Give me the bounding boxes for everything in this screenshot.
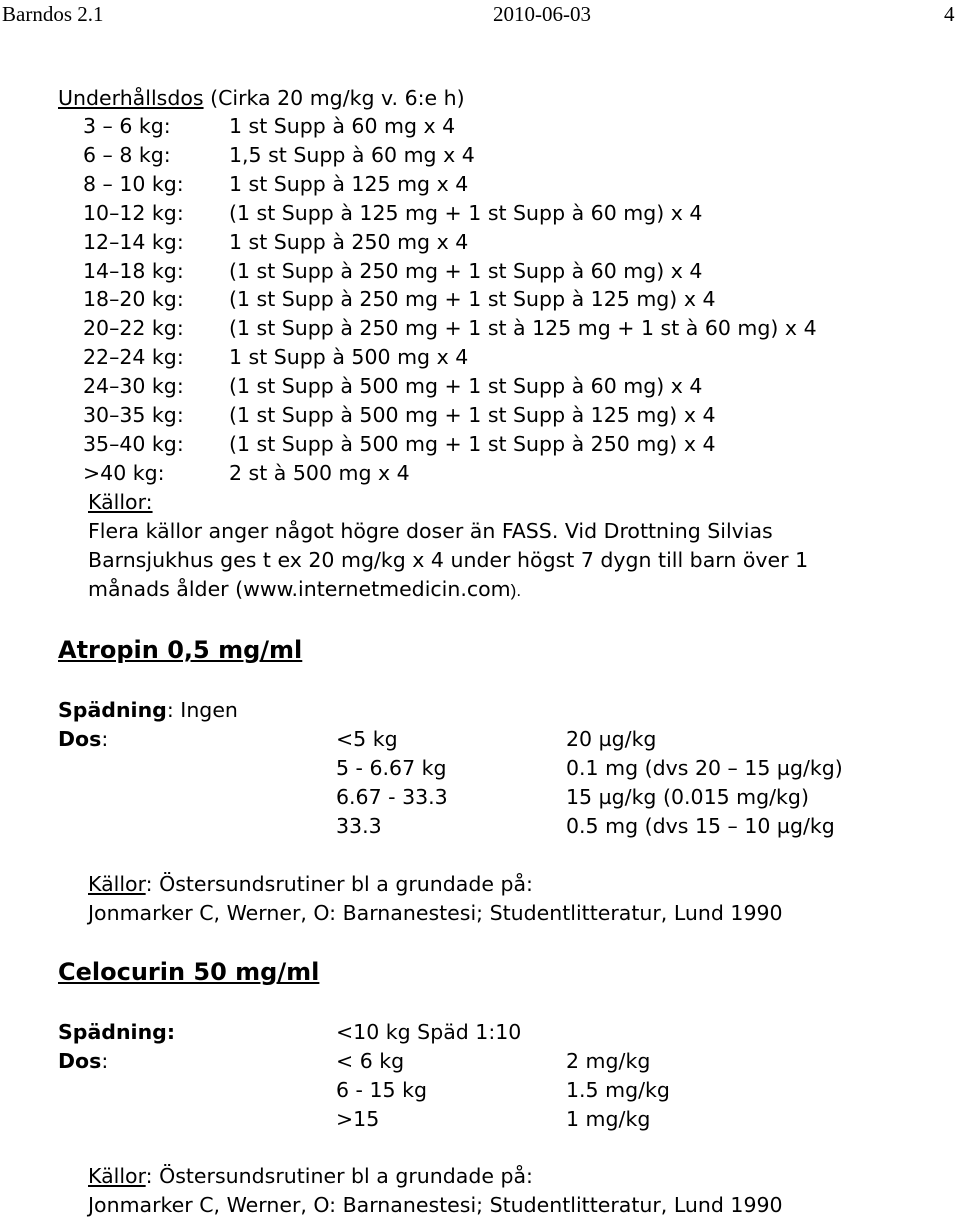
maintenance-sources-end: ).: [510, 581, 522, 600]
atropin-reference: Jonmarker C, Werner, O: Barnanestesi; Studentlitteratur, Lund 1990: [88, 901, 783, 925]
underhall-weight: 30–35 kg:: [83, 403, 184, 427]
atropin-weight: 33.3: [336, 814, 382, 838]
underhall-weight: 24–30 kg:: [83, 374, 184, 399]
celocurin-dose: 2 mg/kg: [566, 1049, 651, 1073]
maintenance-dose-label: Underhållsdos: [58, 86, 204, 110]
celocurin-row: [0, 1078, 960, 1107]
maintenance-sources-line: Flera källor anger något högre doser än FASS. Vid Drottning Silvias: [88, 519, 773, 543]
underhall-weight: 20–22 kg:: [83, 316, 184, 341]
underhall-dose: 1 st Supp à 500 mg x 4: [229, 345, 469, 370]
atropin-weight: 5 - 6.67 kg: [336, 756, 447, 780]
maintenance-sources-line: Barnsjukhus ges t ex 20 mg/kg x 4 under högst 7 dygn till barn över 1: [88, 548, 809, 572]
atropin-dose: 20 µg/kg: [566, 727, 657, 751]
atropin-row: [0, 727, 960, 756]
underhall-row: [0, 259, 960, 288]
underhall-weight: 10–12 kg:: [83, 200, 184, 225]
underhall-row: [0, 432, 960, 461]
underhall-weight: 18–20 kg:: [83, 287, 184, 312]
maintenance-dose-heading: [58, 86, 465, 110]
atropin-dose: 0.5 mg (dvs 15 – 10 µg/kg: [566, 814, 835, 838]
underhall-weight: 14–18 kg:: [83, 258, 184, 283]
celocurin-weight: < 6 kg: [336, 1049, 405, 1073]
atropin-sources-text: : Östersundsrutiner bl a grundade på:: [145, 872, 533, 896]
underhall-weight: 6 – 8 kg:: [83, 142, 171, 167]
atropin-dose-label: Dos:: [58, 727, 109, 751]
underhall-dose: (1 st Supp à 125 mg + 1 st Supp à 60 mg) x 4: [229, 200, 703, 225]
celocurin-sources-text: : Östersundsrutiner bl a grundade på:: [145, 1164, 533, 1188]
atropin-dilution-label: Spädning: [58, 698, 167, 722]
underhall-dose: 2 st à 500 mg x 4: [229, 460, 410, 485]
underhall-row: [0, 172, 960, 201]
atropin-dilution: [58, 698, 238, 722]
atropin-weight: <5 kg: [336, 727, 398, 751]
maintenance-sources-label: Källor:: [88, 490, 153, 514]
underhall-row: [0, 374, 960, 403]
atropin-weight: 6.67 - 33.3: [336, 785, 448, 809]
underhall-weight: 35–40 kg:: [83, 431, 184, 456]
celocurin-sources-label: Källor: [88, 1164, 146, 1188]
underhall-row: [0, 345, 960, 374]
celocurin-weight: >15: [336, 1107, 380, 1131]
celocurin-dose: 1.5 mg/kg: [566, 1078, 670, 1102]
maintenance-sources-line: månads ålder (www.internetmedicin.com).: [88, 577, 522, 601]
underhall-row: [0, 403, 960, 432]
celocurin-sources: [88, 1164, 533, 1188]
underhall-row: [0, 230, 960, 259]
underhall-dose: 1 st Supp à 125 mg x 4: [229, 171, 469, 196]
atropin-sources: [88, 872, 533, 896]
underhall-weight: 8 – 10 kg:: [83, 171, 184, 196]
underhall-weight: 12–14 kg:: [83, 229, 184, 254]
atropin-row: [0, 814, 960, 843]
atropin-sources-label: Källor: [88, 872, 146, 896]
underhall-dose: (1 st Supp à 500 mg + 1 st Supp à 125 mg) x 4: [229, 403, 716, 427]
celocurin-dilution-value: <10 kg Späd 1:10: [336, 1020, 522, 1044]
underhall-row: [0, 461, 960, 490]
underhall-weight: >40 kg:: [83, 460, 165, 485]
underhall-dose: 1 st Supp à 250 mg x 4: [229, 229, 469, 254]
underhall-row: [0, 287, 960, 316]
atropin-row: [0, 756, 960, 785]
underhall-row: [0, 114, 960, 143]
celocurin-dilution-label: Spädning:: [58, 1020, 176, 1044]
underhall-weight: 22–24 kg:: [83, 345, 184, 370]
underhall-dose: 1 st Supp à 60 mg x 4: [229, 114, 456, 138]
underhall-row: [0, 201, 960, 230]
celocurin-reference: Jonmarker C, Werner, O: Barnanestesi; Studentlitteratur, Lund 1990: [88, 1193, 783, 1217]
underhall-weight: 3 – 6 kg:: [83, 114, 171, 138]
underhall-dose: (1 st Supp à 250 mg + 1 st à 125 mg + 1 st à 60 mg) x 4: [229, 316, 817, 341]
underhall-dose: 1,5 st Supp à 60 mg x 4: [229, 142, 475, 167]
celocurin-heading: Celocurin 50 mg/ml: [58, 958, 320, 986]
header-title: Barndos 2.1: [2, 2, 104, 26]
atropin-dose: 0.1 mg (dvs 20 – 15 µg/kg): [566, 756, 843, 780]
atropin-dilution-value: : Ingen: [166, 698, 238, 722]
underhall-dose: (1 st Supp à 500 mg + 1 st Supp à 250 mg) x 4: [229, 431, 716, 456]
underhall-row: [0, 316, 960, 345]
celocurin-row: [0, 1049, 960, 1078]
celocurin-dose: 1 mg/kg: [566, 1107, 651, 1131]
underhall-dose: (1 st Supp à 250 mg + 1 st Supp à 125 mg) x 4: [229, 287, 716, 312]
maintenance-dose-note: (Cirka 20 mg/kg v. 6:e h): [203, 86, 465, 110]
header-date: 2010-06-03: [493, 2, 591, 26]
underhall-dose: (1 st Supp à 500 mg + 1 st Supp à 60 mg) x 4: [229, 374, 703, 399]
header-page-number: 4: [944, 2, 955, 26]
celocurin-dose-label: Dos:: [58, 1049, 109, 1073]
atropin-row: [0, 785, 960, 814]
celocurin-weight: 6 - 15 kg: [336, 1078, 427, 1102]
celocurin-row: [0, 1107, 960, 1136]
atropin-heading: Atropin 0,5 mg/ml: [58, 636, 303, 664]
atropin-dose: 15 µg/kg (0.015 mg/kg): [566, 785, 809, 809]
underhall-dose: (1 st Supp à 250 mg + 1 st Supp à 60 mg) x 4: [229, 258, 703, 283]
underhall-row: [0, 143, 960, 172]
